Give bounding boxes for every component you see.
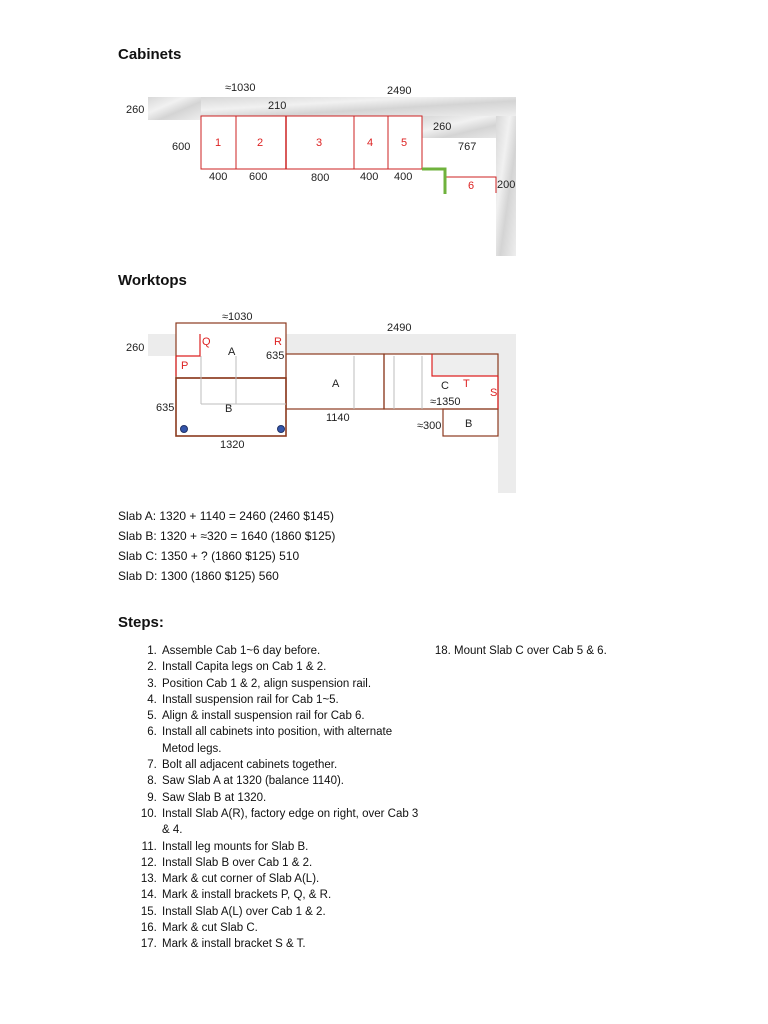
step-item: 7. Bolt all adjacent cabinets together. — [160, 757, 425, 773]
cab-num-5: 5 — [401, 137, 408, 149]
steps-heading: Steps: — [118, 614, 164, 631]
bracket-q — [176, 334, 200, 356]
label-t: T — [463, 378, 470, 390]
wt-dim-slab-a-right: 1140 — [326, 412, 350, 424]
label-b-right: B — [465, 418, 473, 430]
step-item: 15. Install Slab A(L) over Cab 1 & 2. — [160, 904, 425, 920]
worktops-diagram — [0, 0, 768, 500]
dim-left-run: ≈1030 — [225, 82, 256, 94]
wt-dim-slab-c: ≈1350 — [430, 396, 461, 408]
step-item: 5. Align & install suspension rail for Cab 6. — [160, 708, 425, 724]
label-q: Q — [202, 336, 211, 348]
wt-back-strip — [286, 334, 516, 354]
slab-note-a: Slab A: 1320 + 1140 = 2460 (2460 $145) — [118, 509, 334, 523]
cab-num-1: 1 — [215, 137, 222, 149]
step-item: 14. Mark & install brackets P, Q, & R. — [160, 887, 425, 903]
label-s: S — [490, 387, 498, 399]
dim-corner-depth: 260 — [433, 121, 452, 133]
wt-left-strip — [148, 334, 176, 356]
leg-dot-right — [278, 426, 285, 433]
dim-total: 2490 — [387, 85, 412, 97]
dim-w3: 800 — [311, 172, 330, 184]
step-item: 2. Install Capita legs on Cab 1 & 2. — [160, 659, 425, 675]
slab-note-c: Slab C: 1350 + ? (1860 $125) 510 — [118, 549, 300, 563]
step-item: 17. Mark & install bracket S & T. — [160, 936, 425, 952]
cab-num-6: 6 — [468, 180, 475, 192]
wt-right-strip — [498, 334, 516, 493]
dim-left-depth: 260 — [126, 104, 145, 116]
dim-end: 200 — [497, 179, 516, 191]
cabinets-heading: Cabinets — [118, 46, 182, 63]
dim-w5: 400 — [394, 171, 413, 183]
dim-side-run: 767 — [458, 141, 477, 153]
dim-w4: 400 — [360, 171, 379, 183]
step-item: 10. Install Slab A(R), factory edge on right, over Cab 3 & 4. — [160, 806, 425, 839]
step-item: 13. Mark & cut corner of Slab A(L). — [160, 871, 425, 887]
step-item: 1. Assemble Cab 1~6 day before. — [160, 643, 425, 659]
cab-num-4: 4 — [367, 137, 374, 149]
dim-cab-depth: 600 — [172, 141, 191, 153]
wt-dim-total: 2490 — [387, 322, 412, 334]
dim-w2: 600 — [249, 171, 268, 183]
cab-num-2: 2 — [257, 137, 264, 149]
steps-list — [118, 643, 425, 953]
step-item: 6. Install all cabinets into position, with alternate Metod legs. — [160, 724, 425, 757]
worktops-heading: Worktops — [118, 272, 187, 289]
wt-dim-depth-lower: 635 — [156, 402, 175, 414]
cab-num-3: 3 — [316, 137, 323, 149]
step-item: 9. Saw Slab B at 1320. — [160, 790, 425, 806]
step-item: 8. Saw Slab A at 1320 (balance 1140). — [160, 773, 425, 789]
label-c: C — [441, 380, 449, 392]
label-r: R — [274, 336, 282, 348]
label-p: P — [181, 360, 189, 372]
step-item: 4. Install suspension rail for Cab 1~5. — [160, 692, 425, 708]
label-b-left: B — [225, 403, 233, 415]
steps-list-continued — [412, 643, 694, 659]
step-item: 11. Install leg mounts for Slab B. — [160, 839, 425, 855]
step-item: 16. Mark & cut Slab C. — [160, 920, 425, 936]
step-item: 18. Mount Slab C over Cab 5 & 6. — [454, 643, 694, 659]
wt-dim-left-run: ≈1030 — [222, 311, 253, 323]
wt-dim-left-depth: 260 — [126, 342, 145, 354]
wt-dim-slab-b-width: 1320 — [220, 439, 245, 451]
label-a-right: A — [332, 378, 340, 390]
slab-note-d: Slab D: 1300 (1860 $125) 560 — [118, 569, 279, 583]
wt-dim-depth-upper: 635 — [266, 350, 285, 362]
wt-dim-end-piece: ≈300 — [417, 420, 442, 432]
step-item: 12. Install Slab B over Cab 1 & 2. — [160, 855, 425, 871]
wt-corner-fill — [432, 354, 498, 376]
dim-gap: 210 — [268, 100, 287, 112]
dim-w1: 400 — [209, 171, 228, 183]
step-item: 3. Position Cab 1 & 2, align suspension rail. — [160, 676, 425, 692]
slab-note-b: Slab B: 1320 + ≈320 = 1640 (1860 $125) — [118, 529, 336, 543]
leg-dot-left — [181, 426, 188, 433]
label-a-left: A — [228, 346, 236, 358]
